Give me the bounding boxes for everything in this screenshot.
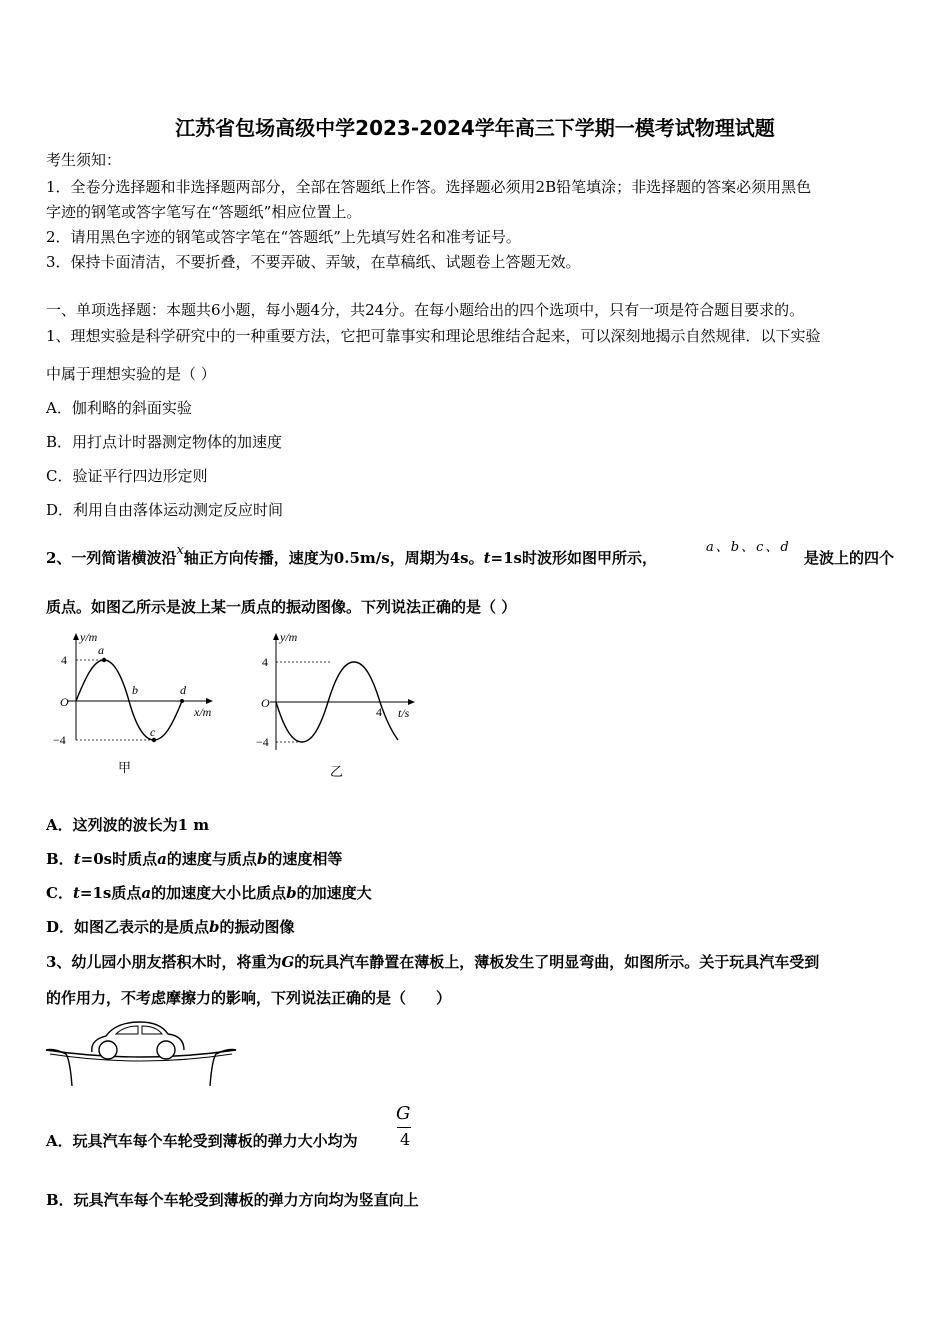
tick-label: −4 [53,733,66,747]
option-var: b [286,884,297,902]
fraction-denominator: 4 [400,1130,411,1149]
origin-label: O [60,695,69,709]
option-text: =1s质点 [79,884,142,902]
q1-stem: 中属于理想实验的是（ ） [46,365,216,383]
notice-line: 2．请用黑色字迹的钢笔或答字笔在“答题纸”上先填写姓名和准考证号。 [46,228,521,246]
tick-label: −4 [256,735,269,749]
q2-stem: 质点。如图乙所示是波上某一质点的振动图像。下列说法正确的是（ ） [46,598,517,616]
point-a [102,658,106,662]
q3-option-a: A．玩具汽车每个车轮受到薄板的弹力大小均为 [46,1132,358,1150]
q2-text: 2、一列简谐横波沿 [46,549,177,567]
car-window [116,1026,138,1034]
option-text: D．如图乙表示的是质点 [46,918,210,936]
thin-board [46,1050,236,1057]
q1-option-c: C．验证平行四边形定则 [46,467,208,485]
q3-option-b: B．玩具汽车每个车轮受到薄板的弹力方向均为竖直向上 [46,1191,419,1209]
wave-curve [76,660,182,740]
q2-t: t [483,549,491,567]
q1-stem: 1、理想实验是科学研究中的一种重要方法，它把可靠事实和理论思维结合起来，可以深刻地揭示自然规律．以下实验 [46,327,821,345]
q3-text: 的玩具汽车静置在薄板上，薄板发生了明显弯曲，如图所示。关于玩具汽车受到 [294,953,820,971]
page-title: 江苏省包场高级中学2023-2024学年高三下学期一模考试物理试题 [175,116,775,140]
option-text: 的加速度大小比质点 [151,884,287,902]
caption: 乙 [330,764,344,778]
q3-stem [46,952,819,972]
option-text: B． [46,850,74,868]
wave-graph-jia [48,628,228,778]
option-var: b [256,850,268,868]
option-text: =0s时质点 [80,850,158,868]
q2-stem [46,543,657,570]
label-a: a [98,643,104,657]
point-d [180,699,184,703]
car-window [142,1026,162,1034]
option-text: 的速度与质点 [166,850,257,868]
notice-heading: 考生须知： [46,151,122,169]
q2-points: a、b、c、d [706,540,791,555]
q2-x: x [176,543,184,558]
notice-line: 3．保持卡面清洁，不要折叠，不要弄破、弄皱，在草稿纸、试题卷上答题无效。 [46,253,581,271]
option-var: t [73,850,81,868]
section-heading: 一、单项选择题：本题共6小题，每小题4分，共24分。在每小题给出的四个选项中，只有一项是符合题目要求的。 [46,301,805,319]
q2-option-b [46,849,342,869]
option-text: C． [46,884,73,902]
caption: 甲 [118,760,132,775]
notice-line: 1．全卷分选择题和非选择题两部分，全部在答题纸上作答。选择题必须用2B铅笔填涂；非选择题的答案必须用黑色 [46,178,812,196]
option-var: b [209,918,220,936]
y-label: y/m [80,630,98,644]
q2-stem: 是波上的四个 [804,549,895,567]
q2-option-d [46,917,295,937]
q1-option-d: D．利用自由落体运动测定反应时间 [46,501,284,519]
option-var: a [141,884,152,902]
car-wheel [157,1041,175,1059]
label-b: b [132,683,138,697]
y-label: y/m [280,630,298,644]
fraction-numerator: G [396,1103,411,1124]
label-d: d [180,683,186,697]
car-wheel [99,1041,117,1059]
fraction-bar [397,1127,411,1128]
label-c: c [150,725,156,739]
q3-var: G [281,953,295,971]
notice-line: 字迹的钢笔或答字笔写在“答题纸”相应位置上。 [46,203,362,221]
tick-label: 4 [61,653,67,667]
q2-option-c [46,883,372,903]
tick-label: 4 [262,655,268,669]
tick-label: 4 [376,705,382,719]
q2-text: =1s时波形如图甲所示， [490,549,657,567]
q3-text: 3、幼儿园小朋友搭积木时，将重为 [46,953,282,971]
origin-label: O [261,696,270,710]
option-text: 的振动图像 [219,918,295,936]
x-label: x/m [194,705,212,719]
vibration-graph-yi [252,628,432,778]
q3-stem: 的作用力，不考虑摩擦力的影响，下列说法正确的是（ ） [46,989,452,1007]
q2-option-a: A．这列波的波长为1 m [46,816,210,834]
q1-option-a: A．伽利略的斜面实验 [46,399,192,417]
option-var: t [72,884,80,902]
q1-option-b: B．用打点计时器测定物体的加速度 [46,433,283,451]
toy-car-figure [44,1016,238,1090]
q2-text: 轴正方向传播，速度为0.5m/s，周期为4s。 [183,549,484,567]
option-text: 的速度相等 [267,850,343,868]
option-text: 的加速度大 [296,884,372,902]
option-var: a [157,850,167,868]
x-label: t/s [398,706,410,720]
